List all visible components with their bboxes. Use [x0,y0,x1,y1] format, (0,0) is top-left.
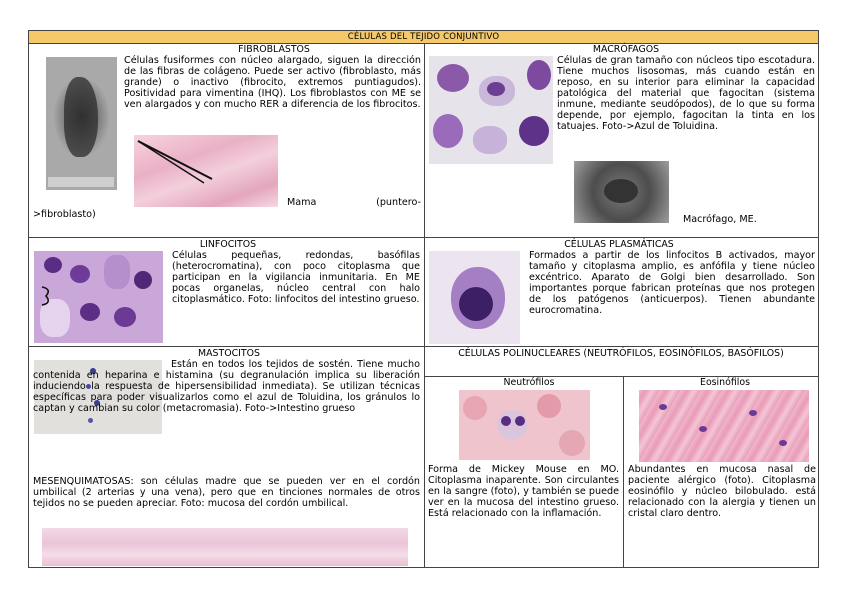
macrofagos-text: Células de gran tamaño con núcleos tipo escotadura. Tiene muchos lisosomas, más cuando están en reposo, en su interior para eliminar la capacidad patológica del material que fagocitan (sistema inmune, mediante seudópodos), de lo que su forma depende, por ejemplo, fagocitan la tinta en los tatuajes. Foto->Azul de Toluidina. [557,55,815,132]
mastocitos-text [33,359,420,463]
sheet-title: CÉLULAS DEL TEJIDO CONJUNTIVO [29,31,818,44]
eosinofilos-heading: Eosinófilos [700,377,750,388]
plasmatica-image [429,251,520,344]
mesenquimatosas-image [42,528,408,566]
mastocitos-heading: MASTOCITOS [198,348,260,359]
bracket-marker-icon [38,285,58,307]
linfocitos-text: Células pequeñas, redondas, basófilas (heterocromatina), con poco citoplasma que participan en la vigilancia inmunitaria. En ME pocas organelas, núcleo central con halo citoplasmático. Foto: linfocitos del intestino grueso. [172,250,420,305]
linfocitos-heading: LINFOCITOS [199,239,257,250]
divider-vertical-main [424,43,425,567]
neutrofilos-heading: Neutrófilos [503,377,555,388]
mesenquimatosas-text: MESENQUIMATOSAS: son células madre que se pueden ver en el cordón umbilical (2 arterias y una vena), pero que en tinciones normales de otros tejidos no se pueden apreciar. Foto: mucosa del cordón umbilical. [33,476,420,509]
macrofagos-caption: Macrófago, ME. [683,214,757,225]
neutrofilos-image [459,390,590,460]
eosinofilos-text: Abundantes en mucosa nasal de paciente alérgico (foto). Citoplasma eosinófilo y núcleo bilobulado. está relacionado con la alergia y tienen un cristal claro dentro. [628,464,816,519]
divider-row-1 [29,237,818,238]
macrofagos-image [429,56,553,164]
fibroblastos-heading: FIBROBLASTOS [238,44,310,55]
linfocitos-image [34,251,163,343]
mastocitos-text-body: Están en todos los tejidos de sostén. Tiene mucho contenida en heparina e histamina (su degranulación implica su liberación induciendo la respuesta de hipersensibilidad inmediata). Se utilizan técnicas específicas para poder visualizarlos como el azul de Toluidina, los gránulos lo captan y cambian su color (metacromasia). Foto->Intestino grueso [33,359,420,414]
divider-row-2 [29,346,818,347]
fibroblastos-caption-a [287,197,421,208]
eosinofilos-image [639,390,809,462]
fibroblastos-caption-a-text: Mama (puntero- [287,197,421,208]
fibroblasto-em-image [46,57,117,190]
macrofagos-heading: MACRÓFAGOS [592,44,660,55]
mama-fibroblasto-image [134,135,278,207]
divider-neutro-eosino [623,376,624,567]
plasmaticas-text: Formados a partir de los linfocitos B activados, mayor tamaño y citoplasma amplio, es anfófila y tiene núcleo excéntrico. Aparato de Golgi bien desarrollado. Son importantes porque fabrican proteínas que nos protegen de los patógenos (anticuerpos). Tienen abundante eurocromatina. [529,250,815,316]
fibroblastos-caption-b: >fibroblasto) [33,209,96,220]
macrofago-em-image [574,161,669,223]
plasmaticas-heading: CÉLULAS PLASMÁTICAS [564,239,674,250]
polinucleares-heading: CÉLULAS POLINUCLEARES (NEUTRÓFILOS, EOSINÓFILOS, BASÓFILOS) [458,348,784,359]
pointer-arrow-icon [134,135,278,207]
tissue-sheet [28,30,819,568]
fibroblastos-text: Células fusiformes con núcleo alargado, siguen la dirección de las fibras de colágeno. Puede ser activo (fibroblasto, más grande) o inactivo (fibrocito, extremos puntiagudos). Positividad para vimentina (IHQ). Los fibroblastos con ME se ven alargados y con mucho RER a diferencia de los fibrocitos. [124,55,421,110]
neutrofilos-text: Forma de Mickey Mouse en MO. Citoplasma inaparente. Son circulantes en la sangre (foto), y también se puede ver en la mucosa del intestino grueso. Está relacionado con la inflamación. [428,464,619,519]
